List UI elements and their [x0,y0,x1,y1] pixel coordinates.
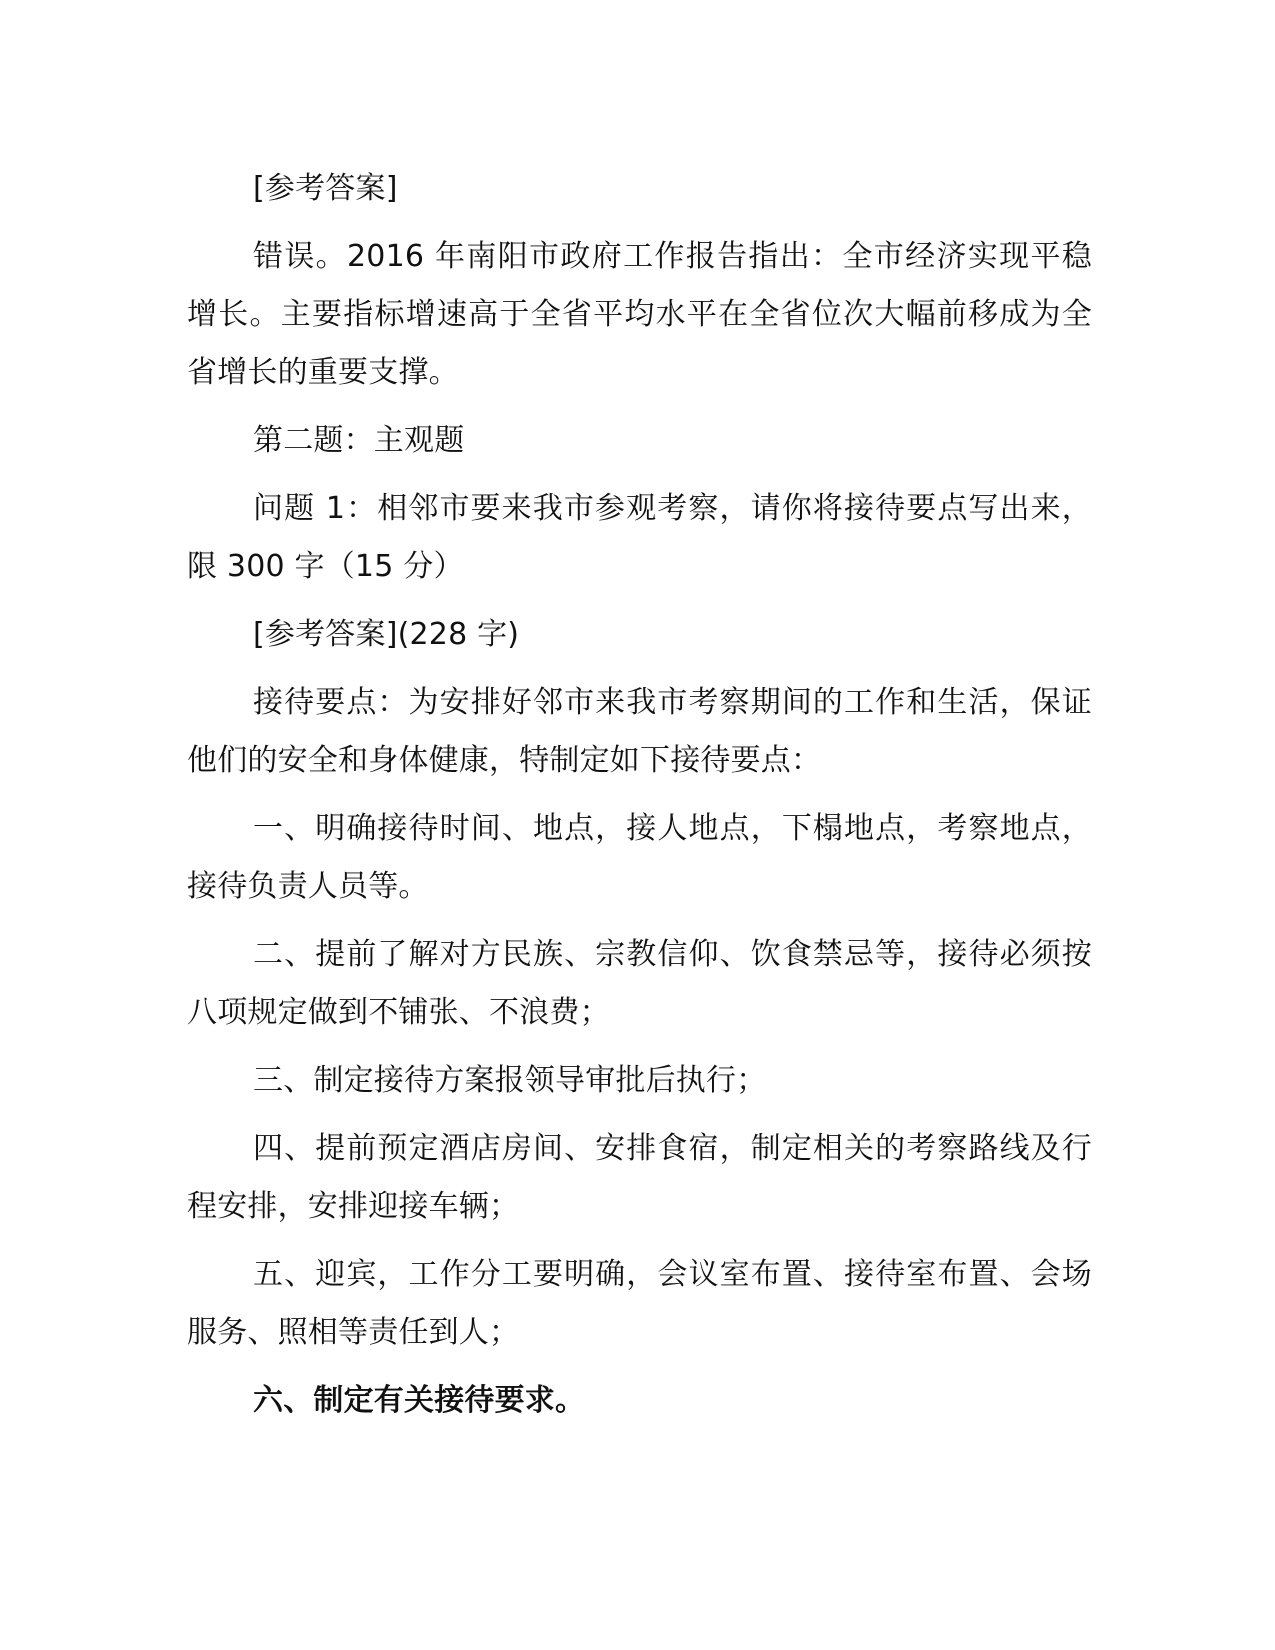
paragraph-question-1: 问题 1：相邻市要来我市参观考察，请你将接待要点写出来，限 300 字（15 分） [187,491,1092,584]
paragraph-point-2: 二、提前了解对方民族、宗教信仰、饮食禁忌等，接待必须按八项规定做到不铺张、不浪费； [187,937,1092,1030]
paragraph-point-3: 三、制定接待方案报领导审批后执行； [253,1063,767,1098]
paragraph-point-5: 五、迎宾，工作分工要明确，会议室布置、接待室布置、会场服务、照相等责任到人； [187,1257,1092,1350]
paragraph-point-4: 四、提前预定酒店房间、安排食宿，制定相关的考察路线及行程安排，安排迎接车辆； [187,1131,1092,1224]
paragraph-point-6: 六、制定有关接待要求。 [253,1383,586,1418]
paragraph-point-1: 一、明确接待时间、地点，接人地点，下榻地点，考察地点，接待负责人员等。 [187,811,1092,904]
paragraph-reference-answer-heading: [参考答案] [253,171,398,206]
document-body [187,160,1092,1440]
paragraph-answer-judgement: 错误。2016 年南阳市政府工作报告指出：全市经济实现平稳增长。主要指标增速高于全省平均水平在全省位次大幅前移成为全省增长的重要支撑。 [187,239,1092,390]
paragraph-reference-answer-word-count: [参考答案](228 字) [253,617,520,652]
paragraph-section-two-title: 第二题：主观题 [253,423,465,458]
paragraph-reception-intro: 接待要点：为安排好邻市来我市考察期间的工作和生活，保证他们的安全和身体健康，特制定如下接待要点： [187,685,1092,778]
